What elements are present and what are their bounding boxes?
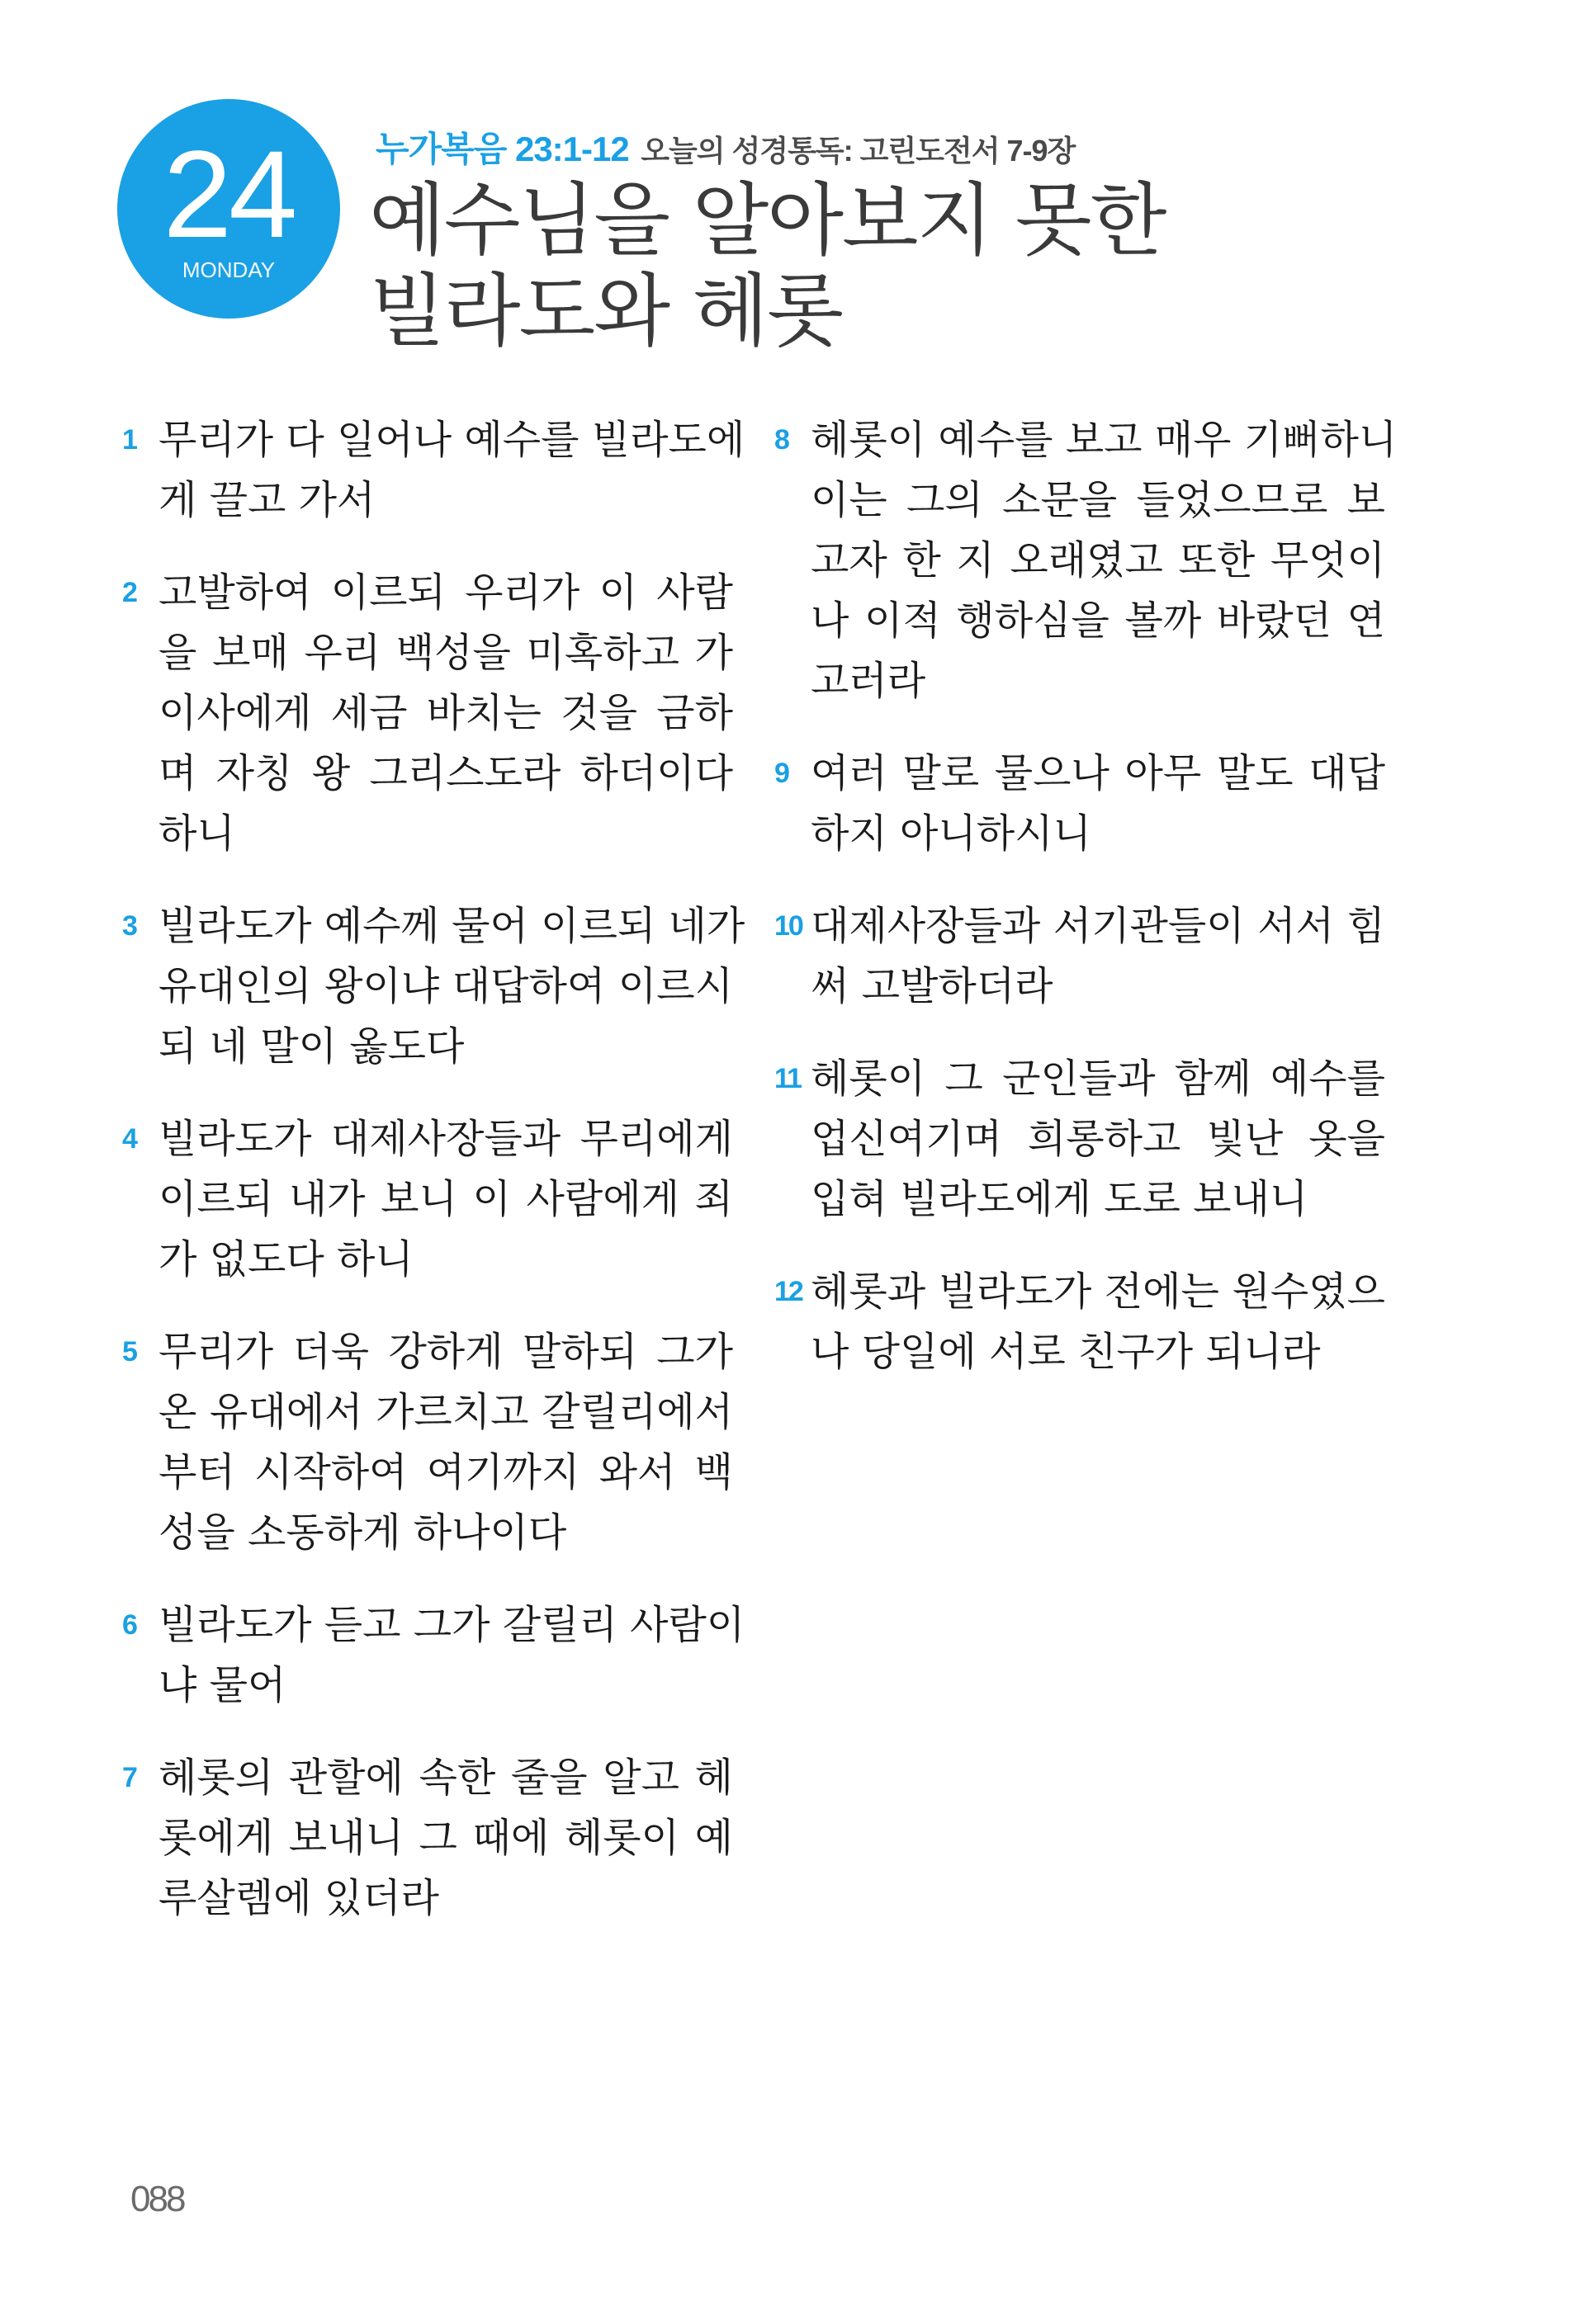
verse-text-line: 여러 말로 물으나 아무 말도 대답 xyxy=(811,750,1385,796)
verse-number: 9 xyxy=(774,758,788,789)
verse-number: 11 xyxy=(774,1063,801,1094)
verse-text-line: 고발하여 이르되 우리가 이 사람 xyxy=(158,569,733,616)
verses-right-column xyxy=(774,410,1398,1415)
verse-text-line: 며 자칭 왕 그리스도라 하더이다 xyxy=(158,750,733,796)
verse-number: 12 xyxy=(774,1276,802,1307)
verse-text-line: 이는 그의 소문을 들었으므로 보 xyxy=(811,477,1385,523)
verse-text-line: 나 당일에 서로 친구가 되니라 xyxy=(811,1329,1321,1375)
verse-text-line: 무리가 더욱 강하게 말하되 그가 xyxy=(158,1329,733,1375)
verse xyxy=(122,563,733,864)
verse-text-line: 되 네 말이 옳도다 xyxy=(158,1023,465,1070)
verse-text-line: 이르되 내가 보니 이 사람에게 죄 xyxy=(158,1176,733,1222)
verse-number: 2 xyxy=(122,577,136,608)
verse-text-line: 입혀 빌라도에게 도로 보내니 xyxy=(811,1176,1308,1222)
verse xyxy=(122,410,745,531)
verse-number: 3 xyxy=(122,910,136,942)
verse-number: 6 xyxy=(122,1609,136,1641)
verse-text-line: 헤롯이 그 군인들과 함께 예수를 xyxy=(811,1056,1385,1102)
verse xyxy=(122,1595,745,1716)
day-badge xyxy=(117,99,340,319)
verse-text-line: 하지 아니하시니 xyxy=(811,810,1091,857)
verse xyxy=(774,744,1385,864)
verse-text-line: 나 이적 행하심을 볼까 바랐던 연 xyxy=(811,598,1385,644)
verse-text-line: 대제사장들과 서기관들이 서서 힘 xyxy=(811,903,1385,949)
verse-text-line: 헤롯의 관할에 속한 줄을 알고 헤 xyxy=(158,1755,733,1801)
verse xyxy=(774,1262,1385,1382)
verse-text-line: 가 없도다 하니 xyxy=(158,1236,414,1282)
verse xyxy=(122,1748,733,1929)
verse-text-line: 냐 물어 xyxy=(158,1662,286,1708)
verse-number: 4 xyxy=(122,1123,136,1155)
reference-line xyxy=(376,122,1075,172)
verse-text-line: 성을 소동하게 하나이다 xyxy=(158,1509,567,1556)
verse-text-line: 루살렘에 있더라 xyxy=(158,1875,439,1921)
verse-text-line: 빌라도가 듣고 그가 갈릴리 사람이 xyxy=(158,1602,745,1648)
verse xyxy=(122,1322,733,1563)
verse-text-line: 부터 시작하여 여기까지 와서 백 xyxy=(158,1449,733,1495)
verse xyxy=(774,896,1385,1017)
verse-text-line: 온 유대에서 가르치고 갈릴리에서 xyxy=(158,1389,733,1435)
verse-text-line: 유대인의 왕이냐 대답하여 이르시 xyxy=(158,963,733,1009)
verse-text-line: 업신여기며 희롱하고 빛난 옷을 xyxy=(811,1116,1385,1162)
verse-number: 8 xyxy=(774,424,788,456)
day-number: 24 xyxy=(163,125,295,263)
verse-text-line: 하니 xyxy=(158,810,235,857)
weekday-label: MONDAY xyxy=(182,257,276,282)
page-number: 088 xyxy=(130,2179,184,2219)
verse xyxy=(774,410,1398,711)
verse xyxy=(122,1109,733,1290)
verse xyxy=(122,896,745,1077)
page-title xyxy=(369,175,1165,357)
verse-text-line: 이사에게 세금 바치는 것을 금하 xyxy=(158,690,733,736)
verse-number: 1 xyxy=(122,424,136,456)
verse-text-line: 무리가 다 일어나 예수를 빌라도에 xyxy=(158,417,745,463)
verse-text-line: 을 보매 우리 백성을 미혹하고 가 xyxy=(158,630,733,676)
verse-text-line: 고자 한 지 오래였고 또한 무엇이 xyxy=(811,537,1385,583)
verse-text-line: 헤롯과 빌라도가 전에는 원수였으 xyxy=(811,1268,1385,1315)
verse-text-line: 롯에게 보내니 그 때에 헤롯이 예 xyxy=(158,1815,733,1861)
verse-text-line: 빌라도가 대제사장들과 무리에게 xyxy=(158,1116,733,1162)
verse-text-line: 빌라도가 예수께 물어 이르되 네가 xyxy=(158,903,745,949)
verse-text-line: 게 끌고 가서 xyxy=(158,477,376,523)
verse-text-line: 써 고발하더라 xyxy=(811,963,1053,1009)
verse-text-line: 고러라 xyxy=(811,658,926,704)
verse xyxy=(774,1049,1385,1230)
reading-plan: 오늘의 성경통독: 고린도전서 7-9장 xyxy=(641,134,1076,168)
verse-number: 5 xyxy=(122,1336,136,1367)
verse-number: 7 xyxy=(122,1762,136,1793)
title-line-1: 예수님을 알아보지 못한 xyxy=(369,174,1166,267)
verse-text-line: 헤롯이 예수를 보고 매우 기뻐하니 xyxy=(811,417,1398,463)
verses-left-column xyxy=(122,410,745,1961)
verse-number: 10 xyxy=(774,910,802,942)
title-line-2: 빌라도와 헤롯 xyxy=(369,265,842,357)
scripture-passage: 누가복음 23:1-12 xyxy=(376,130,629,168)
